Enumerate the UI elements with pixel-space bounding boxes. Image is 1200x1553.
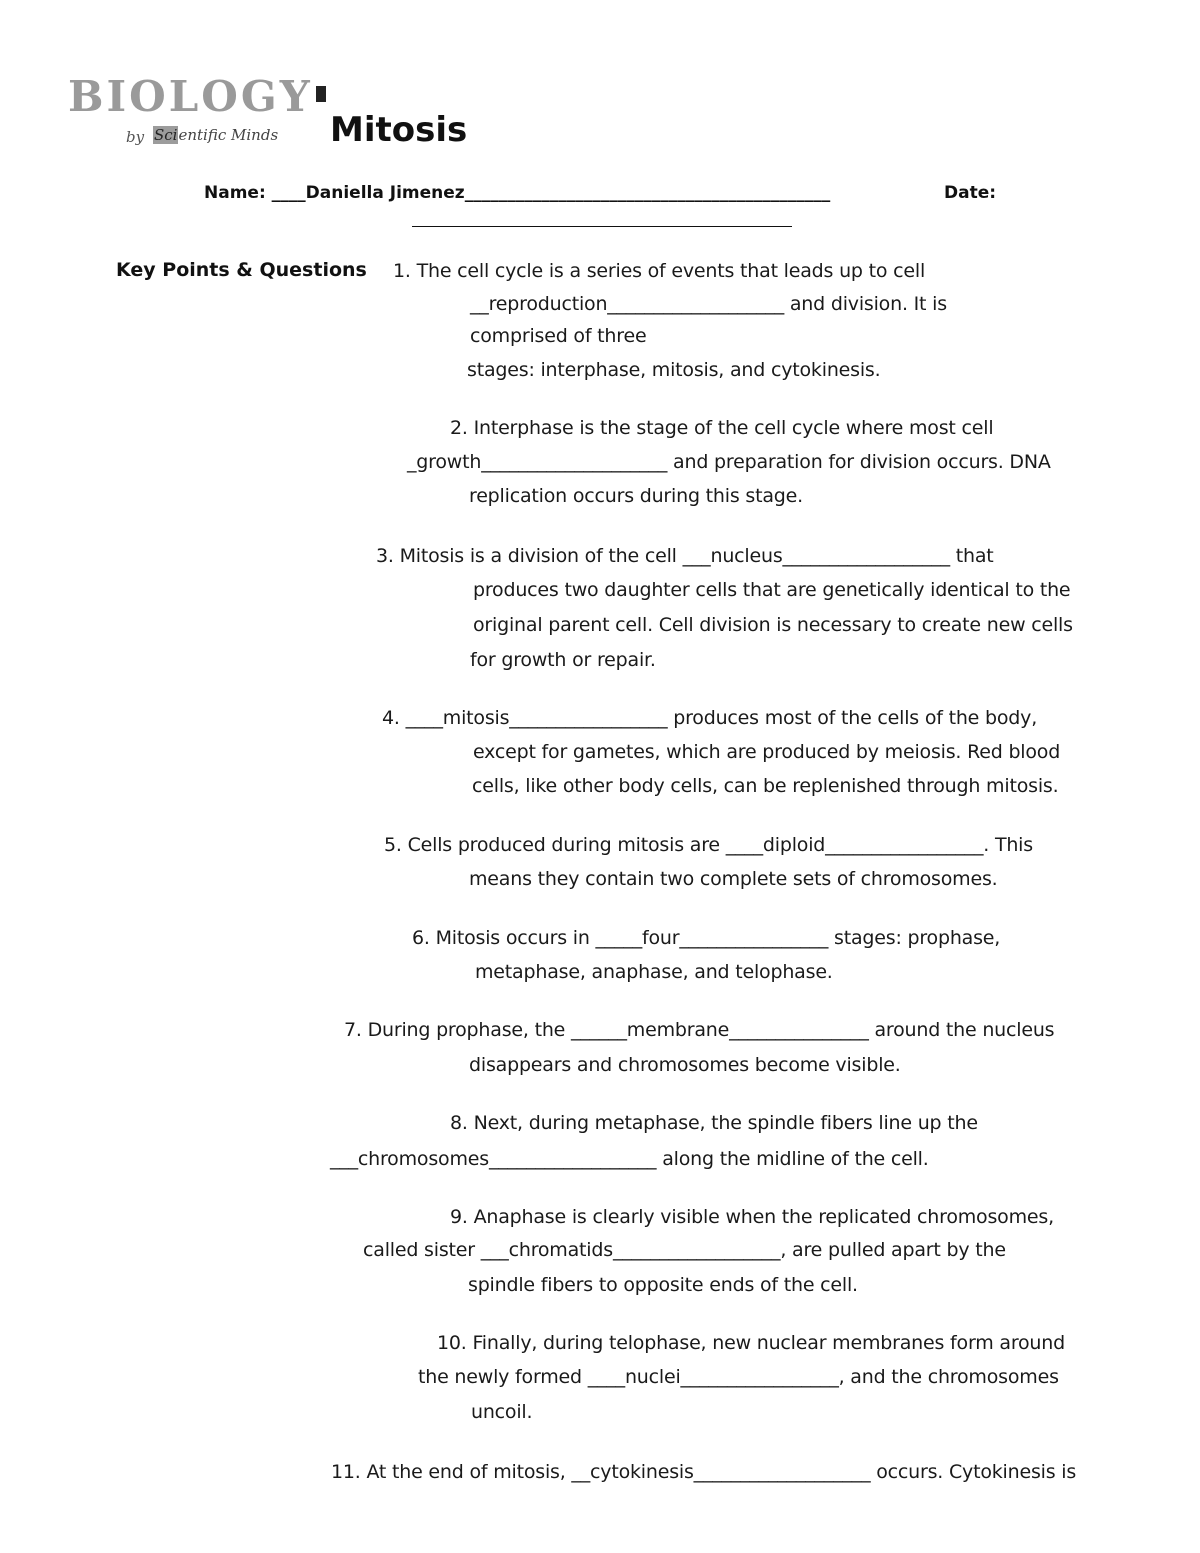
q7-line-1: 7. During prophase, the ______membrane_______________ around the nucleus xyxy=(344,1019,1055,1041)
q5-line-1: 5. Cells produced during mitosis are ____diploid_________________. This xyxy=(384,834,1033,856)
logo-brand xyxy=(153,126,278,144)
q1-line-3: comprised of three xyxy=(470,325,647,347)
q1-line-2: __reproduction___________________ and division. It is xyxy=(470,293,947,315)
q7-line-2: disappears and chromosomes become visible. xyxy=(469,1054,901,1076)
biology-logo-word: BIOLOGY xyxy=(68,72,313,121)
q2-line-1: 2. Interphase is the stage of the cell cycle where most cell xyxy=(450,417,994,439)
q2-line-3: replication occurs during this stage. xyxy=(469,485,803,507)
q5-line-2: means they contain two complete sets of chromosomes. xyxy=(469,868,998,890)
section-heading: Key Points & Questions xyxy=(116,259,367,281)
q4-line-2: except for gametes, which are produced by meiosis. Red blood xyxy=(473,741,1061,763)
q6-line-1: 6. Mitosis occurs in _____four________________ stages: prophase, xyxy=(412,927,1001,949)
q1-line-1: 1. The cell cycle is a series of events that leads up to cell xyxy=(393,260,926,282)
q9-line-3: spindle fibers to opposite ends of the cell. xyxy=(468,1274,858,1296)
logo-mark xyxy=(316,86,326,102)
name-underline: ___________________________________________ xyxy=(464,183,831,203)
q8-line-1: 8. Next, during metaphase, the spindle fibers line up the xyxy=(450,1112,978,1134)
q11-line-1: 11. At the end of mitosis, __cytokinesis___________________ occurs. Cytokinesis is xyxy=(331,1461,1077,1483)
q4-line-1: 4. ____mitosis_________________ produces most of the cells of the body, xyxy=(382,707,1038,729)
q1-line-4: stages: interphase, mitosis, and cytokinesis. xyxy=(467,359,881,381)
name-value[interactable]: Daniella Jimenez xyxy=(305,183,465,203)
q3-line-2: produces two daughter cells that are genetically identical to the xyxy=(473,579,1071,601)
logo-by-text: by xyxy=(126,128,145,146)
q10-line-3: uncoil. xyxy=(471,1401,533,1423)
logo-brand-rest: entific Minds xyxy=(178,126,279,144)
q3-line-4: for growth or repair. xyxy=(470,649,656,671)
q9-line-1: 9. Anaphase is clearly visible when the replicated chromosomes, xyxy=(450,1206,1054,1228)
q10-line-2: the newly formed ____nuclei_________________, and the chromosomes xyxy=(418,1366,1059,1388)
q2-line-2: _growth____________________ and preparation for division occurs. DNA xyxy=(407,451,1051,473)
logo-brand-box: Sci xyxy=(154,126,178,144)
q8-line-2: ___chromosomes__________________ along the midline of the cell. xyxy=(330,1148,929,1170)
name-row xyxy=(204,183,830,203)
date-label: Date: xyxy=(944,183,997,203)
q10-line-1: 10. Finally, during telophase, new nuclear membranes form around xyxy=(437,1332,1065,1354)
page-title: Mitosis xyxy=(330,110,468,150)
name-label: Name: ____ xyxy=(204,183,306,203)
q3-line-3: original parent cell. Cell division is necessary to create new cells xyxy=(473,614,1073,636)
q3-line-1: 3. Mitosis is a division of the cell ___nucleus__________________ that xyxy=(376,545,994,567)
date-line[interactable] xyxy=(412,226,792,227)
q6-line-2: metaphase, anaphase, and telophase. xyxy=(475,961,833,983)
q9-line-2: called sister ___chromatids__________________, are pulled apart by the xyxy=(363,1239,1006,1261)
q4-line-3: cells, like other body cells, can be replenished through mitosis. xyxy=(472,775,1059,797)
